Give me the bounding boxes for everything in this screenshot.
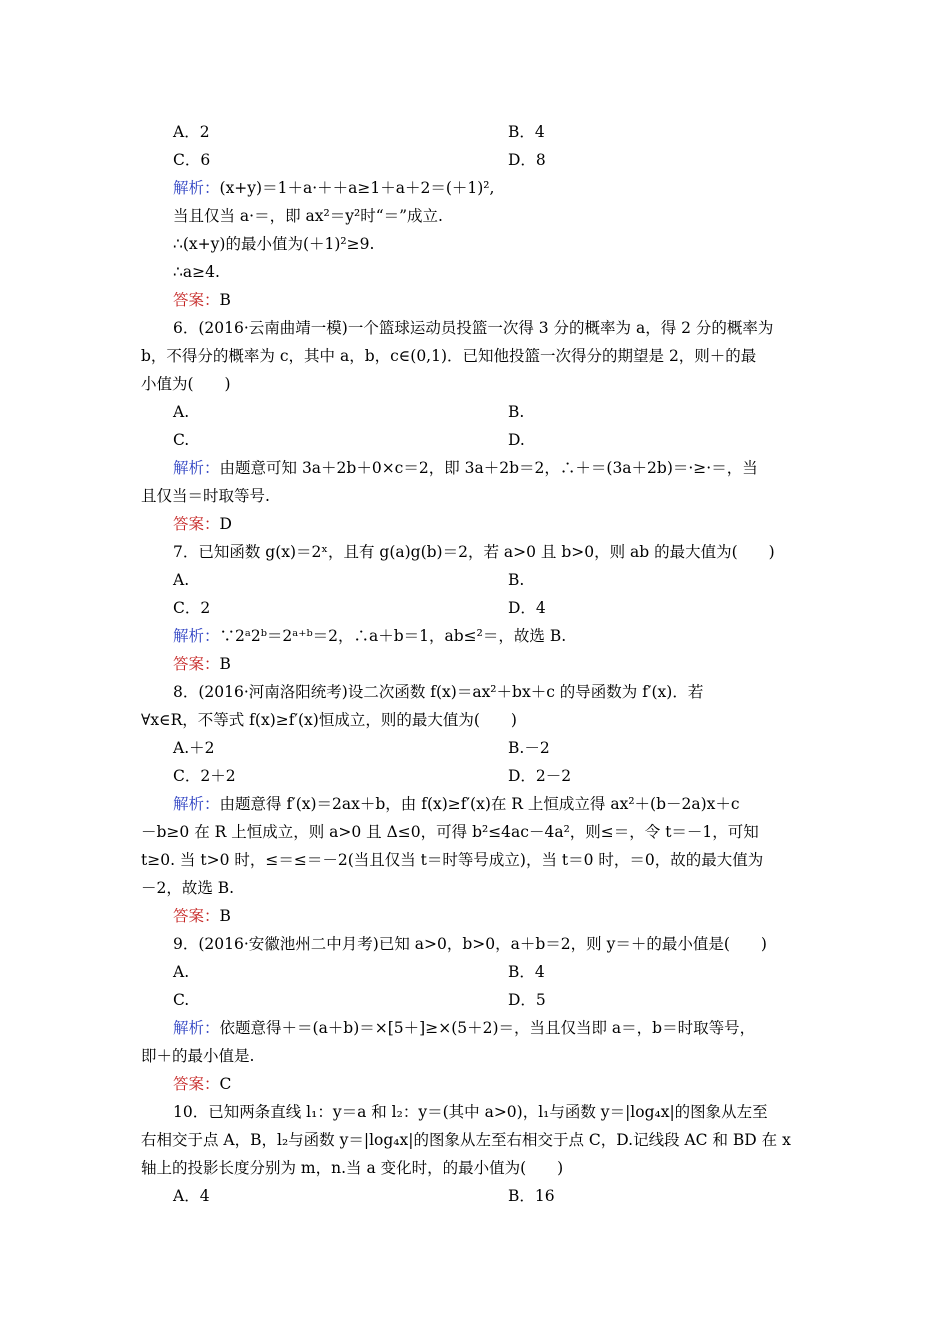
answer-value: C	[219, 1075, 232, 1093]
q7-option-d: D．4	[508, 599, 546, 617]
q7-option-b: B.	[508, 571, 525, 589]
analysis-label: 解析：	[173, 179, 220, 197]
q10-option-a: A．4	[173, 1187, 210, 1205]
q8-analysis-line	[173, 794, 740, 814]
answer-value: D	[219, 515, 232, 533]
q8-analysis-line-3: t≥0. 当 t>0 时，≤＝≤＝－2(当且仅当 t＝时等号成立)，当 t＝0 时，＝0，故的最大值为	[141, 851, 764, 869]
analysis-label: 解析：	[173, 795, 220, 813]
answer-label: 答案：	[173, 655, 220, 673]
q8-stem-line-2: ∀x∈R，不等式 f(x)≥f′(x)恒成立，则的最大值为( )	[141, 711, 517, 729]
answer-label: 答案：	[173, 907, 220, 925]
q10-stem-line-3: 轴上的投影长度分别为 m，n.当 a 变化时，的最小值为( )	[141, 1159, 564, 1177]
q5-option-c: C．6	[173, 151, 211, 169]
q8-option-d: D．2－2	[508, 767, 572, 785]
analysis-label: 解析：	[173, 627, 220, 645]
q7-option-c: C．2	[173, 599, 211, 617]
answer-value: B	[219, 291, 231, 309]
q10-option-b: B．16	[508, 1187, 555, 1205]
q7-option-a: A.	[173, 571, 190, 589]
q5-option-d: D．8	[508, 151, 546, 169]
answer-label: 答案：	[173, 1075, 220, 1093]
q8-option-c: C．2＋2	[173, 767, 236, 785]
analysis-label: 解析：	[173, 459, 220, 477]
q8-stem-line-1: 8．(2016·河南洛阳统考)设二次函数 f(x)＝ax²＋bx＋c 的导函数为 f′(x)．若	[173, 683, 704, 701]
q9-option-b: B．4	[508, 963, 545, 981]
q8-analysis-line-4: －2，故选 B.	[141, 879, 235, 897]
answer-label: 答案：	[173, 291, 220, 309]
q6-stem-line-1: 6．(2016·云南曲靖一模)一个篮球运动员投篮一次得 3 分的概率为 a，得 2 分的概率为	[173, 319, 774, 337]
q7-answer-line	[173, 654, 231, 674]
q10-stem-line-2: 右相交于点 A，B，l₂与函数 y＝|log₄x|的图象从左至右相交于点 C，D.记线段 AC 和 BD 在 x	[141, 1131, 791, 1149]
q9-analysis-line	[173, 1018, 755, 1038]
q9-answer-line	[173, 1074, 231, 1094]
q9-option-a: A.	[173, 963, 190, 981]
q8-analysis-line-2: －b≥0 在 R 上恒成立，则 a>0 且 Δ≤0，可得 b²≤4ac－4a²，则≤＝，令 t＝－1，可知	[141, 823, 759, 841]
q5-answer-line	[173, 290, 231, 310]
q7-analysis-line	[173, 626, 566, 646]
q5-analysis-line-3: ∴(x+y)的最小值为(＋1)²≥9.	[173, 235, 375, 253]
q9-option-c: C.	[173, 991, 190, 1009]
answer-value: B	[219, 655, 231, 673]
q6-option-b: B.	[508, 403, 525, 421]
analysis-text: 由题意得 f′(x)＝2ax＋b，由 f(x)≥f′(x)在 R 上恒成立得 ax²＋(b－2a)x＋c	[219, 795, 740, 813]
q9-stem-line-1: 9．(2016·安徽池州二中月考)已知 a>0，b>0，a＋b＝2，则 y＝＋的最小值是( )	[173, 935, 767, 953]
analysis-text: 由题意可知 3a＋2b＋0×c＝2，即 3a＋2b＝2，∴＋＝(3a＋2b)＝·≥·＝，当	[219, 459, 758, 477]
q6-analysis-line	[173, 458, 758, 478]
q9-option-d: D．5	[508, 991, 546, 1009]
q6-stem-line-2: b，不得分的概率为 c，其中 a，b，c∈(0,1)．已知他投篮一次得分的期望是 2，则＋的最	[141, 347, 757, 365]
q6-stem-line-3: 小值为( )	[141, 375, 231, 393]
q5-option-b: B．4	[508, 123, 545, 141]
q8-option-b: B.－2	[508, 739, 550, 757]
q9-analysis-line-2: 即＋的最小值是.	[141, 1047, 255, 1065]
q5-option-a: A．2	[173, 123, 210, 141]
analysis-label: 解析：	[173, 1019, 220, 1037]
answer-label: 答案：	[173, 515, 220, 533]
q6-answer-line	[173, 514, 232, 534]
q6-option-c: C.	[173, 431, 190, 449]
q8-option-a: A.＋2	[173, 739, 215, 757]
q5-analysis-line-4: ∴a≥4.	[173, 263, 220, 281]
answer-value: B	[219, 907, 231, 925]
analysis-text: (x+y)＝1＋a·＋＋a≥1＋a＋2＝(＋1)²,	[219, 179, 495, 197]
q6-option-a: A.	[173, 403, 190, 421]
q6-analysis-line-2: 且仅当＝时取等号.	[141, 487, 270, 505]
q5-analysis-line-2: 当且仅当 a·＝，即 ax²＝y²时“＝”成立.	[173, 207, 443, 225]
q6-option-d: D.	[508, 431, 525, 449]
analysis-text: ∵2ᵃ2ᵇ＝2ᵃ⁺ᵇ＝2，∴a＋b＝1，ab≤²＝，故选 B.	[219, 627, 567, 645]
q7-stem-line-1: 7．已知函数 g(x)＝2ˣ，且有 g(a)g(b)＝2，若 a>0 且 b>0，则 ab 的最大值为( )	[173, 543, 775, 561]
q10-stem-line-1: 10．已知两条直线 l₁：y＝a 和 l₂：y＝(其中 a>0)，l₁与函数 y＝|log₄x|的图象从左至	[173, 1103, 768, 1121]
q8-answer-line	[173, 906, 231, 926]
q5-analysis-line	[173, 178, 494, 198]
analysis-text: 依题意得＋＝(a＋b)＝×[5＋]≥×(5＋2)＝，当且仅当即 a＝，b＝时取等号，	[219, 1019, 756, 1037]
